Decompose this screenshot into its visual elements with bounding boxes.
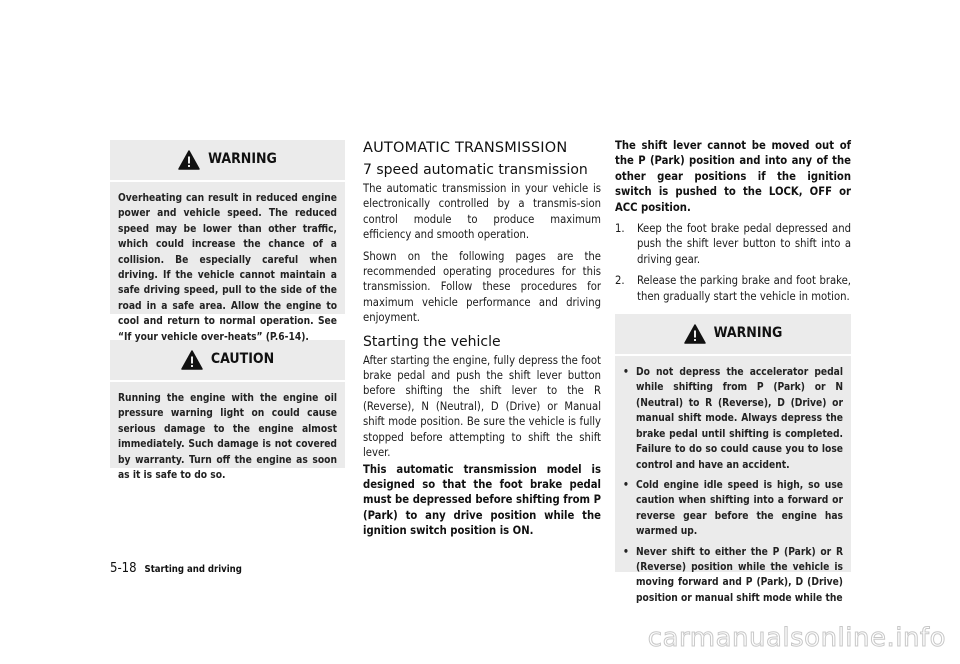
bullet-icon: • xyxy=(623,546,629,558)
warning-title: WARNING xyxy=(713,325,783,342)
bullet-item xyxy=(623,545,843,607)
footer-section-name: Starting and driving xyxy=(144,564,242,575)
middle-column xyxy=(363,138,601,545)
step-item xyxy=(615,221,851,267)
bullet-text: Do not depress the accelerator pedal while shifting from P (Park) or N (Neutral) to R (Reverse), D (Drive) or manual shift mode. Always depress the brake pedal until shifting is completed. Failure to do so could cause you to lose control and have an accident. xyxy=(636,367,843,471)
step-number: 2. xyxy=(615,274,625,288)
caution-header xyxy=(110,340,345,380)
watermark: carmanualsonline.info xyxy=(647,623,946,653)
bullet-item xyxy=(623,478,843,540)
paragraph: Shown on the following pages are the recommended operating procedures for this transmission. Follow these procedures for maximum vehicle performance and driving enjoyment. xyxy=(363,249,601,325)
warning-triangle-icon xyxy=(684,324,706,344)
page-footer xyxy=(110,561,242,576)
paragraph: The automatic transmission in your vehicle is electronically controlled by a transmis-sion control module to produce maximum efficiency and smooth operation. xyxy=(363,182,601,242)
warning-header xyxy=(615,314,851,354)
paragraph: After starting the engine, fully depress the foot brake pedal and push the shift lever button before shifting the shift lever to the R (Reverse), N (Neutral), D (Drive) or Manual shift mode position. Be sure the vehicle is fully stopped before attempting to shift the shift lever. xyxy=(363,353,601,460)
warning-box xyxy=(110,140,345,343)
step-text: Release the parking brake and foot brake, then gradually start the vehicle in motion. xyxy=(637,274,851,303)
right-column xyxy=(615,138,851,604)
bullet-item xyxy=(623,365,843,473)
caution-title: CAUTION xyxy=(210,351,275,368)
section-title: AUTOMATIC TRANSMISSION xyxy=(363,140,568,156)
bold-paragraph: The shift lever cannot be moved out of the P (Park) position and into any of the other gear positions if the ignition switch is pushed to the LOCK, OFF or ACC position. xyxy=(615,139,851,214)
warning-body: Overheating can result in reduced engine power and vehicle speed. The reduced speed may be lower than other traffic, which could increase the chance of a collision. Be especially careful when driving. If the vehicle cannot maintain a safe driving speed, pull to the side of the road in a safe area. Allow the engine to cool and return to normal operation. See “If your vehicle over-heats” (P.6-14). xyxy=(118,193,337,343)
subsection-title: Starting the vehicle xyxy=(363,333,501,350)
caution-triangle-icon xyxy=(181,350,203,370)
warning-triangle-icon xyxy=(178,150,200,170)
caution-box xyxy=(110,340,345,482)
left-column xyxy=(110,140,345,482)
subsection-title: 7 speed automatic transmission xyxy=(363,162,588,178)
bullet-text: Cold engine idle speed is high, so use caution when shifting into a forward or reverse gear before the engine has warmed up. xyxy=(636,479,843,538)
bullet-icon: • xyxy=(623,367,629,379)
warning-title: WARNING xyxy=(208,151,277,168)
page-number: 5-18 xyxy=(110,561,137,576)
step-number: 1. xyxy=(615,222,625,236)
warning-box xyxy=(615,314,851,604)
warning-body xyxy=(615,356,851,625)
bullet-icon: • xyxy=(623,479,629,491)
step-text: Keep the foot brake pedal depressed and push the shift lever button to shift into a driving gear. xyxy=(637,222,851,266)
step-item xyxy=(615,273,851,304)
bold-paragraph: This automatic transmission model is designed so that the foot brake pedal must be depressed before shifting from P (Park) to any drive position while the ignition switch position is ON. xyxy=(363,462,601,538)
bullet-text: Never shift to either the P (Park) or R (Reverse) position while the vehicle is moving forward and P (Park), D (Drive) position or manual shift mode while the xyxy=(636,546,843,604)
caution-body: Running the engine with the engine oil pressure warning light on could cause serious damage to the engine almost immediately. Such damage is not covered by warranty. Turn off the engine as soon as it is safe to do so. xyxy=(118,393,337,482)
warning-header xyxy=(110,140,345,180)
